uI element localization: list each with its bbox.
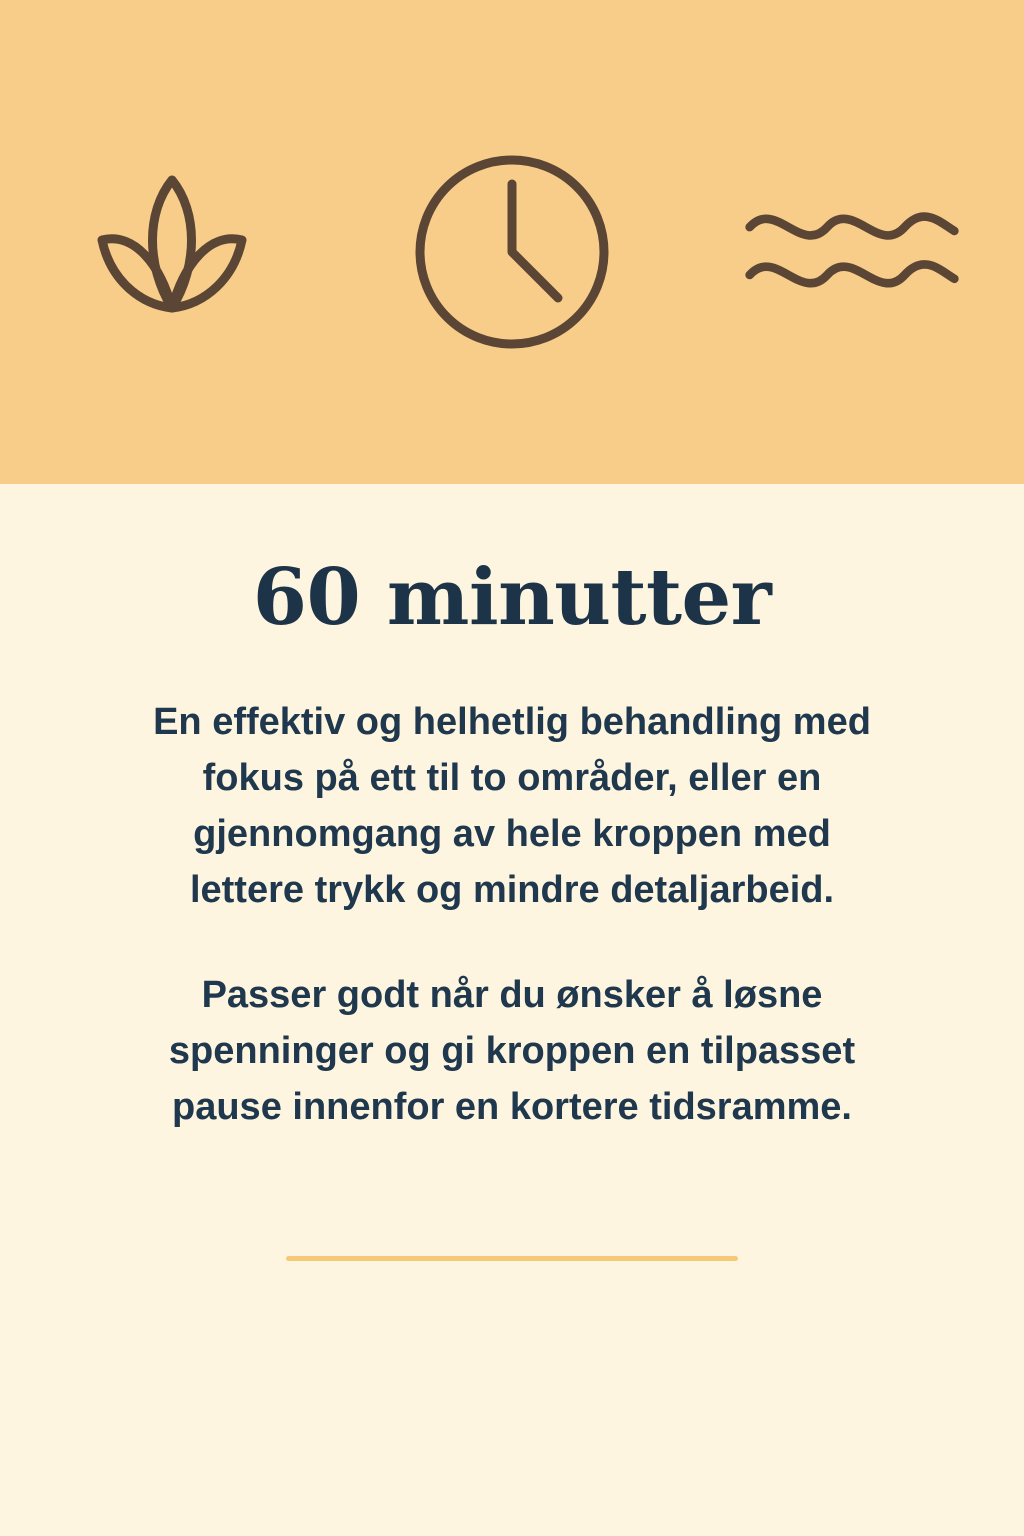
description-paragraph-2: Passer godt når du ønsker å løsne spenninger og gi kroppen en tilpasset pause innenfor en kortere tidsramme.	[168, 974, 856, 1129]
waves-icon	[742, 142, 962, 362]
hero-icon-band	[0, 0, 1024, 484]
description-paragraph-1: En effektiv og helhetlig behandling med fokus på ett til to områder, eller en gjennomgang av hele kroppen med lettere trykk og mindre detaljarbeid.	[153, 701, 871, 911]
content-section	[0, 484, 1024, 1536]
page-title: 60 minutter	[252, 552, 772, 643]
lotus-icon	[62, 142, 282, 362]
clock-icon	[402, 142, 622, 362]
divider	[286, 1256, 738, 1261]
